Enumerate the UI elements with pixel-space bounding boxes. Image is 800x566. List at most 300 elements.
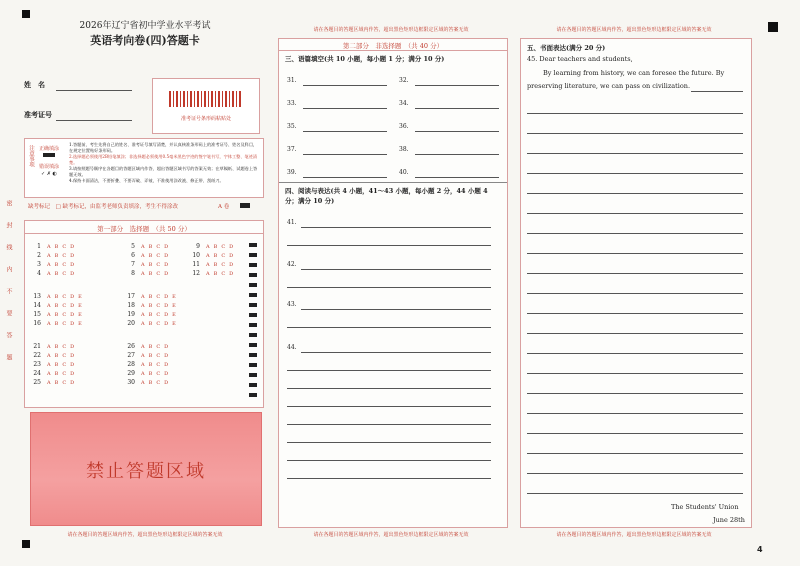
blank-answer-line[interactable] (303, 131, 387, 132)
mcq-option-bubble[interactable]: B (148, 379, 153, 386)
mcq-number: 6 (131, 252, 135, 259)
mcq-row (31, 320, 86, 327)
blank-label: 37. (287, 146, 297, 153)
reading-answer-line[interactable] (287, 442, 491, 443)
mcq-option-bubble[interactable]: C (156, 379, 161, 386)
mcq-option-bubble[interactable]: B (148, 352, 153, 359)
mcq-option-bubble[interactable]: B (54, 311, 59, 318)
mcq-option-bubble[interactable]: A (141, 261, 145, 268)
mcq-option-bubble[interactable]: D (164, 343, 169, 350)
mcq-option-bubble[interactable]: B (148, 243, 153, 250)
blank-answer-line[interactable] (415, 108, 499, 109)
mcq-option-bubble[interactable]: B (148, 311, 153, 318)
reading-answer-line[interactable] (287, 424, 491, 425)
mcq-option-bubble[interactable]: C (62, 293, 67, 300)
mcq-option-bubble[interactable]: D (70, 261, 75, 268)
mcq-option-bubble[interactable]: D (70, 252, 75, 259)
writing-line[interactable] (527, 353, 743, 354)
mcq-number: 11 (192, 261, 200, 268)
reading-answer-line[interactable] (301, 309, 491, 310)
part2-title: 第二部分 非选择题 （共 40 分） (342, 42, 444, 50)
mcq-row (31, 379, 78, 386)
mcq-row (31, 261, 78, 268)
mcq-option-bubble[interactable]: D (70, 361, 75, 368)
paper-title: 英语考向卷(四)答题卡 (90, 34, 200, 47)
reading-answer-line[interactable] (287, 245, 491, 246)
mcq-number: 5 (131, 243, 135, 250)
q45-first-line[interactable] (691, 91, 743, 92)
blank-label: 33. (287, 100, 297, 107)
mcq-option-bubble[interactable]: C (156, 302, 161, 309)
sign-off: The Students' Union (671, 503, 739, 511)
correct-fill-sample-icon (43, 153, 55, 157)
mcq-number: 20 (127, 320, 135, 327)
mcq-number: 21 (33, 343, 41, 350)
mcq-option-bubble[interactable]: B (54, 352, 59, 359)
mcq-option-bubble[interactable]: A (47, 252, 51, 259)
mcq-option-bubble[interactable]: D (229, 252, 234, 259)
mcq-option-bubble[interactable]: D (164, 252, 169, 259)
writing-line[interactable] (527, 433, 743, 434)
section3-title: 三、语篇填空(共 10 小题，每小题 1 分；满分 10 分) (285, 55, 445, 63)
writing-line[interactable] (527, 113, 743, 114)
mcq-number: 7 (131, 261, 135, 268)
mcq-option-bubble[interactable]: C (156, 270, 161, 277)
mcq-option-bubble[interactable]: A (141, 379, 145, 386)
mcq-option-bubble[interactable]: D (70, 379, 75, 386)
instruction-item-1: 1.答题前，考生先将自己的姓名、准考证号填写清楚，并认真核准条形码上的准考证号、姓名及科目，在规定位置贴好条形码。 (69, 142, 258, 153)
mcq-number: 29 (127, 370, 135, 377)
mcq-option-bubble[interactable]: D (164, 293, 169, 300)
mcq-option-bubble[interactable]: C (62, 302, 67, 309)
mcq-option-bubble[interactable]: D (70, 343, 75, 350)
mcq-row (125, 370, 172, 377)
part2-panel (278, 38, 508, 528)
section5-title: 五、书面表达(满分 20 分) (527, 44, 606, 52)
mcq-option-bubble[interactable]: D (164, 261, 169, 268)
writing-line[interactable] (527, 213, 743, 214)
mcq-option-bubble[interactable]: B (213, 270, 218, 277)
mcq-row (190, 270, 237, 277)
mcq-row (125, 311, 180, 318)
mcq-option-bubble[interactable]: A (141, 370, 145, 377)
mcq-option-bubble[interactable]: D (229, 261, 234, 268)
timing-mark (249, 313, 257, 317)
mcq-row (125, 320, 180, 327)
mcq-option-bubble[interactable]: A (206, 270, 210, 277)
mcq-row (31, 352, 78, 359)
mcq-row (125, 302, 180, 309)
timing-mark (249, 283, 257, 287)
mcq-option-bubble[interactable]: E (78, 311, 82, 318)
mcq-number: 9 (196, 243, 200, 250)
blank-answer-line[interactable] (415, 85, 499, 86)
mcq-number: 18 (127, 302, 135, 309)
mcq-option-bubble[interactable]: E (172, 293, 176, 300)
bottom-notice-right: 请在各题目的答题区域内作答，超出黑色矩形边框限定区域的答案无效 (556, 532, 712, 538)
writing-line[interactable] (527, 493, 743, 494)
mcq-number: 30 (127, 379, 135, 386)
mcq-option-bubble[interactable]: B (54, 252, 59, 259)
mcq-option-bubble[interactable]: B (54, 343, 59, 350)
mcq-option-bubble[interactable]: D (164, 243, 169, 250)
instructions-title: 注意事项 (28, 145, 34, 167)
mcq-option-bubble[interactable]: A (141, 302, 145, 309)
timing-mark (249, 243, 257, 247)
reading-answer-line[interactable] (301, 269, 491, 270)
mcq-option-bubble[interactable]: B (148, 261, 153, 268)
registration-mark-top-right (768, 22, 778, 32)
mcq-option-bubble[interactable]: B (54, 293, 59, 300)
mcq-option-bubble[interactable]: C (156, 352, 161, 359)
mcq-option-bubble[interactable]: A (47, 320, 51, 327)
instruction-item-2: 2.选择题必须使用2B铅笔填涂；非选择题必须使用0.5毫米黑色字迹的签字笔书写，字体工整、笔迹清楚。 (69, 154, 258, 165)
mcq-number: 27 (127, 352, 135, 359)
q45-prompt-line1: By learning from history, we can foresee the future. By (543, 69, 725, 77)
reading-question-label: 42. (287, 261, 297, 268)
mcq-option-bubble[interactable]: B (54, 261, 59, 268)
mcq-option-bubble[interactable]: D (70, 270, 75, 277)
forbidden-area-label: 禁止答题区域 (86, 461, 206, 482)
mcq-option-bubble[interactable]: C (221, 261, 226, 268)
top-notice-right: 请在各题目的答题区域内作答，超出黑色矩形边框限定区域的答案无效 (556, 27, 712, 33)
absent-note: 缺考标记 □ 缺考标记，由监考老师负责填涂，考生不得涂改 (28, 204, 178, 210)
mcq-number: 17 (127, 293, 135, 300)
barcode-caption: 准考证号条形码粘贴处 (180, 116, 231, 122)
mcq-option-bubble[interactable]: C (221, 252, 226, 259)
mcq-option-bubble[interactable]: B (54, 370, 59, 377)
mcq-option-bubble[interactable]: A (47, 270, 51, 277)
id-field[interactable] (56, 120, 132, 121)
mcq-option-bubble[interactable]: D (70, 311, 75, 318)
mcq-option-bubble[interactable]: B (54, 361, 59, 368)
mcq-option-bubble[interactable]: D (70, 320, 75, 327)
mcq-row (125, 261, 172, 268)
mcq-option-bubble[interactable]: D (164, 270, 169, 277)
mcq-option-bubble[interactable]: D (70, 243, 75, 250)
mcq-option-bubble[interactable]: C (156, 370, 161, 377)
mcq-number: 12 (192, 270, 200, 277)
mcq-option-bubble[interactable]: A (47, 243, 51, 250)
mcq-number: 15 (33, 311, 41, 318)
writing-line[interactable] (527, 273, 743, 274)
writing-line[interactable] (527, 373, 743, 374)
mcq-option-bubble[interactable]: C (156, 311, 161, 318)
mcq-number: 16 (33, 320, 41, 327)
mcq-option-bubble[interactable]: D (164, 361, 169, 368)
mcq-option-bubble[interactable]: D (164, 302, 169, 309)
mcq-option-bubble[interactable]: B (54, 379, 59, 386)
part1-panel (24, 220, 264, 408)
mcq-row (31, 293, 86, 300)
mcq-option-bubble[interactable]: B (148, 361, 153, 368)
mcq-option-bubble[interactable]: A (206, 252, 210, 259)
reading-answer-line[interactable] (287, 287, 491, 288)
writing-line[interactable] (527, 313, 743, 314)
mcq-option-bubble[interactable]: D (164, 311, 169, 318)
mcq-option-bubble[interactable]: A (47, 361, 51, 368)
timing-mark (249, 253, 257, 257)
mcq-option-bubble[interactable]: A (141, 343, 145, 350)
mcq-option-bubble[interactable]: B (148, 370, 153, 377)
instruction-item-4: 4.保持卡面清洁，不要折叠、不要弄破、弄皱，不准使用涂改液、修正带、刮纸刀。 (69, 178, 224, 183)
mcq-option-bubble[interactable]: A (141, 361, 145, 368)
mcq-option-bubble[interactable]: A (141, 352, 145, 359)
mcq-option-bubble[interactable]: C (62, 370, 67, 377)
mcq-option-bubble[interactable]: B (148, 270, 153, 277)
timing-mark (249, 353, 257, 357)
mcq-number: 1 (37, 243, 41, 250)
part1-title: 第一部分 选择题 （共 50 分） (97, 225, 191, 233)
mcq-option-bubble[interactable]: D (164, 370, 169, 377)
mcq-option-bubble[interactable]: D (164, 352, 169, 359)
page-number: 4 (757, 545, 763, 554)
mcq-option-bubble[interactable]: D (229, 243, 234, 250)
mcq-option-bubble[interactable]: B (148, 302, 153, 309)
mcq-option-bubble[interactable]: E (172, 320, 176, 327)
mcq-row (31, 243, 78, 250)
mcq-option-bubble[interactable]: C (62, 243, 67, 250)
mcq-option-bubble[interactable]: E (172, 311, 176, 318)
blank-answer-line[interactable] (415, 131, 499, 132)
registration-mark-bottom-left (22, 540, 30, 548)
blank-label: 36. (399, 123, 409, 130)
timing-mark (249, 263, 257, 267)
mcq-option-bubble[interactable]: B (213, 261, 218, 268)
forbidden-area (30, 412, 262, 526)
mcq-row (31, 252, 78, 259)
reading-answer-line[interactable] (287, 388, 491, 389)
reading-answer-line[interactable] (287, 406, 491, 407)
mcq-option-bubble[interactable]: C (62, 352, 67, 359)
writing-line[interactable] (527, 293, 743, 294)
reading-answer-line[interactable] (301, 352, 491, 353)
exam-title: 2026年辽宁省初中学业水平考试 (79, 21, 211, 31)
q45-salutation: 45. Dear teachers and students, (527, 55, 633, 63)
mcq-option-bubble[interactable]: D (229, 270, 234, 277)
blank-answer-line[interactable] (415, 177, 499, 178)
mcq-option-bubble[interactable]: D (164, 320, 169, 327)
mcq-option-bubble[interactable]: C (62, 343, 67, 350)
mcq-row (31, 370, 78, 377)
writing-line[interactable] (527, 413, 743, 414)
writing-line[interactable] (527, 453, 743, 454)
mcq-option-bubble[interactable]: B (54, 302, 59, 309)
mcq-option-bubble[interactable]: B (54, 320, 59, 327)
mcq-option-bubble[interactable]: C (221, 270, 226, 277)
writing-line[interactable] (527, 153, 743, 154)
reading-answer-line[interactable] (287, 327, 491, 328)
mcq-row (31, 343, 78, 350)
timing-mark (249, 343, 257, 347)
mcq-option-bubble[interactable]: C (156, 320, 161, 327)
mcq-row (31, 302, 86, 309)
mcq-row (125, 343, 172, 350)
mcq-number: 23 (33, 361, 41, 368)
mcq-row (125, 361, 172, 368)
mcq-option-bubble[interactable]: A (141, 270, 145, 277)
mcq-row (190, 261, 237, 268)
mcq-option-bubble[interactable]: A (47, 302, 51, 309)
mcq-option-bubble[interactable]: A (206, 261, 210, 268)
blank-label: 39. (287, 169, 297, 176)
mcq-option-bubble[interactable]: C (156, 361, 161, 368)
mcq-option-bubble[interactable]: D (70, 293, 75, 300)
timing-mark (249, 273, 257, 277)
section4-title: 四、阅读与表达(共 4 小题，41～43 小题，每小题 2 分，44 小题 4 分；满分 10 分) (285, 187, 488, 205)
mcq-number: 22 (33, 352, 41, 359)
mcq-number: 2 (37, 252, 41, 259)
registration-mark-top-left (22, 10, 30, 18)
mcq-option-bubble[interactable]: B (213, 252, 218, 259)
mcq-row (190, 252, 237, 259)
name-field[interactable] (56, 90, 132, 91)
mcq-option-bubble[interactable]: A (47, 293, 51, 300)
mcq-option-bubble[interactable]: C (62, 320, 67, 327)
mcq-option-bubble[interactable]: B (54, 270, 59, 277)
mcq-option-bubble[interactable]: C (221, 243, 226, 250)
writing-line[interactable] (527, 253, 743, 254)
name-label: 姓 名 (24, 80, 45, 89)
mcq-row (125, 379, 172, 386)
timing-mark (249, 323, 257, 327)
mcq-number: 3 (37, 261, 41, 268)
mcq-option-bubble[interactable]: A (47, 370, 51, 377)
correct-fill-label: 正确填涂 (39, 146, 60, 152)
timing-mark (249, 303, 257, 307)
mcq-option-bubble[interactable]: C (156, 343, 161, 350)
timing-mark (249, 333, 257, 337)
mcq-option-bubble[interactable]: D (70, 370, 75, 377)
mcq-option-bubble[interactable]: C (62, 379, 67, 386)
mcq-number: 14 (33, 302, 41, 309)
instruction-item-3: 3.请按照题号顺序在各题目的答题区域内作答，超出答题区域书写的答案无效；在草稿纸、试题卷上答题无效。 (69, 166, 258, 177)
reading-question-label: 44. (287, 344, 297, 351)
timing-mark (249, 373, 257, 377)
blank-label: 38. (399, 146, 409, 153)
mcq-row (31, 361, 78, 368)
sign-date: June 28th (713, 516, 745, 524)
mcq-option-bubble[interactable]: B (213, 243, 218, 250)
mcq-option-bubble[interactable]: A (141, 252, 145, 259)
mcq-option-bubble[interactable]: C (62, 261, 67, 268)
mcq-option-bubble[interactable]: C (156, 261, 161, 268)
writing-line[interactable] (527, 233, 743, 234)
mcq-option-bubble[interactable]: A (47, 311, 51, 318)
mcq-option-bubble[interactable]: A (141, 293, 145, 300)
top-notice-middle: 请在各题目的答题区域内作答，超出黑色矩形边框限定区域的答案无效 (313, 27, 469, 33)
blank-label: 32. (399, 77, 409, 84)
mcq-option-bubble[interactable]: A (47, 261, 51, 268)
mcq-option-bubble[interactable]: C (62, 252, 67, 259)
q45-prompt-line2: preserving literature, we can pass on civilization. (527, 82, 691, 90)
instructions-box (24, 138, 264, 198)
mcq-option-bubble[interactable]: B (148, 320, 153, 327)
writing-line[interactable] (527, 133, 743, 134)
ab-mark[interactable] (240, 203, 250, 208)
blank-answer-line[interactable] (303, 154, 387, 155)
blank-answer-line[interactable] (303, 177, 387, 178)
mcq-row (125, 270, 172, 277)
mcq-option-bubble[interactable]: E (78, 302, 82, 309)
blank-answer-line[interactable] (303, 85, 387, 86)
mcq-number: 26 (127, 343, 135, 350)
timing-mark (249, 363, 257, 367)
mcq-option-bubble[interactable]: C (62, 311, 67, 318)
writing-line[interactable] (527, 393, 743, 394)
mcq-option-bubble[interactable]: C (62, 361, 67, 368)
mcq-option-bubble[interactable]: C (156, 243, 161, 250)
writing-line[interactable] (527, 193, 743, 194)
reading-question-label: 41. (287, 219, 297, 226)
id-label: 准考证号 (24, 110, 52, 119)
mcq-option-bubble[interactable]: C (156, 252, 161, 259)
mcq-option-bubble[interactable]: B (148, 293, 153, 300)
mcq-row (125, 293, 180, 300)
mcq-option-bubble[interactable]: D (70, 302, 75, 309)
mcq-option-bubble[interactable]: D (70, 352, 75, 359)
ab-label: A 卷 (218, 204, 230, 210)
mcq-option-bubble[interactable]: C (62, 270, 67, 277)
mcq-option-bubble[interactable]: B (54, 243, 59, 250)
reading-answer-line[interactable] (287, 370, 491, 371)
mcq-option-bubble[interactable]: E (172, 302, 176, 309)
mcq-option-bubble[interactable]: B (148, 343, 153, 350)
mcq-option-bubble[interactable]: A (141, 320, 145, 327)
mcq-row (31, 311, 86, 318)
mcq-number: 8 (131, 270, 135, 277)
barcode-icon (169, 91, 243, 107)
writing-line[interactable] (527, 333, 743, 334)
mcq-option-bubble[interactable]: A (141, 243, 145, 250)
blank-label: 40. (399, 169, 409, 176)
blank-label: 35. (287, 123, 297, 130)
mcq-option-bubble[interactable]: A (47, 352, 51, 359)
reading-answer-line[interactable] (287, 478, 491, 479)
mcq-option-bubble[interactable]: A (47, 379, 51, 386)
mcq-number: 13 (33, 293, 41, 300)
mcq-number: 10 (192, 252, 200, 259)
mcq-row (125, 243, 172, 250)
blank-label: 34. (399, 100, 409, 107)
mcq-number: 24 (33, 370, 41, 377)
mcq-option-bubble[interactable]: D (164, 379, 169, 386)
blank-label: 31. (287, 77, 297, 84)
wrong-fill-label: 错误填涂 (39, 164, 60, 170)
reading-answer-line[interactable] (301, 227, 491, 228)
mcq-option-bubble[interactable]: A (47, 343, 51, 350)
timing-mark (249, 393, 257, 397)
mcq-row (31, 270, 78, 277)
reading-answer-line[interactable] (287, 460, 491, 461)
blank-answer-line[interactable] (303, 108, 387, 109)
mcq-option-bubble[interactable]: A (206, 243, 210, 250)
blank-answer-line[interactable] (415, 154, 499, 155)
mcq-option-bubble[interactable]: E (78, 320, 82, 327)
mcq-option-bubble[interactable]: E (78, 293, 82, 300)
mcq-option-bubble[interactable]: C (156, 293, 161, 300)
mcq-option-bubble[interactable]: A (141, 311, 145, 318)
mcq-option-bubble[interactable]: B (148, 252, 153, 259)
mcq-row (190, 243, 237, 250)
writing-line[interactable] (527, 473, 743, 474)
reading-question-label: 43. (287, 301, 297, 308)
writing-line[interactable] (527, 173, 743, 174)
bottom-notice-left: 请在各题目的答题区域内作答，超出黑色矩形边框限定区域的答案无效 (67, 532, 223, 538)
barcode-area[interactable] (152, 78, 260, 134)
part3-panel (520, 38, 752, 528)
mcq-row (125, 352, 172, 359)
